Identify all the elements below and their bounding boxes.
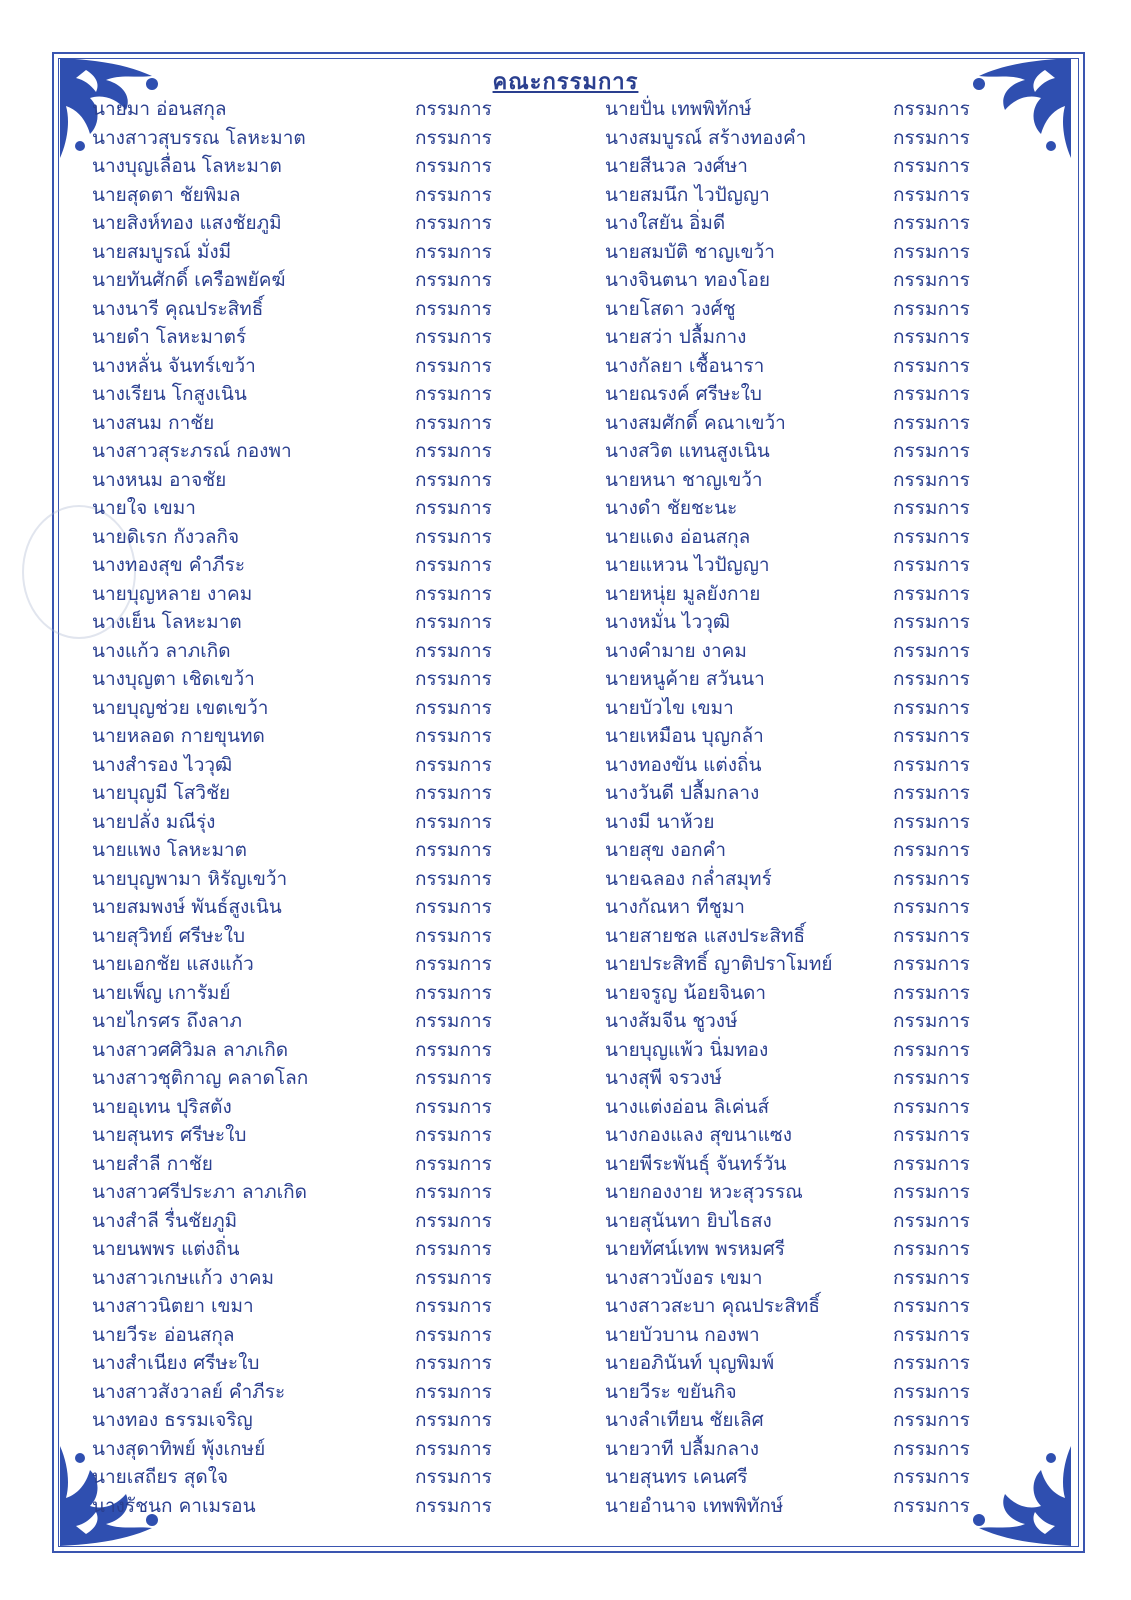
roster-row — [0, 1493, 1131, 1522]
member-role-right: กรรมการ — [893, 326, 970, 348]
roster-row — [0, 837, 1131, 866]
member-role-right: กรรมการ — [893, 411, 970, 434]
roster-row — [0, 609, 1131, 638]
member-role-left: กรรมการ — [415, 782, 492, 804]
roster-row — [0, 1436, 1131, 1465]
member-role-right: กรรมการ — [893, 668, 970, 690]
member-role-left: กรรมการ — [415, 326, 492, 348]
roster-row — [0, 153, 1131, 182]
member-name-right: นางกองแลง สุขนาแซง — [605, 1124, 792, 1146]
member-role-right: กรรมการ — [893, 753, 970, 776]
member-name-right: นายวีระ ขยันกิจ — [605, 1380, 737, 1403]
member-role-left: กรรมการ — [415, 269, 492, 291]
member-role-left: กรรมการ — [415, 383, 492, 405]
member-role-right: กรรมการ — [893, 1010, 970, 1032]
member-role-left: กรรมการ — [415, 554, 492, 576]
member-role-left: กรรมการ — [415, 981, 492, 1004]
member-role-right: กรรมการ — [893, 240, 970, 263]
member-name-left: นายสมบูรณ์ มั่งมี — [92, 240, 232, 263]
member-role-right: กรรมการ — [893, 696, 970, 719]
member-name-right: นายอำนาจ เทพพิทักษ์ — [605, 1494, 784, 1517]
member-role-left: กรรมการ — [415, 1238, 492, 1260]
member-name-right: นายบุญแพ้ว นิ่มทอง — [605, 1038, 769, 1061]
member-name-left: นางหนม อาจชัย — [92, 468, 227, 491]
member-role-right: กรรมการ — [893, 582, 970, 605]
member-name-left: นางนารี คุณประสิทธิ์ — [92, 297, 264, 320]
member-name-right: นายหนา ชาญเขว้า — [605, 468, 763, 491]
member-name-left: นายสำลี กาชัย — [92, 1152, 213, 1175]
member-name-right: นายประสิทธิ์ ญาติปราโมทย์ — [605, 953, 833, 975]
member-role-left: กรรมการ — [415, 497, 492, 519]
member-role-right: กรรมการ — [893, 924, 970, 947]
member-role-right: กรรมการ — [893, 383, 970, 405]
member-name-left: นายแพง โลหะมาต — [92, 839, 247, 861]
member-name-right: นายแหวน ไวปัญญา — [605, 554, 770, 576]
member-role-right: กรรมการ — [893, 1124, 970, 1146]
member-role-left: กรรมการ — [415, 1209, 492, 1232]
member-role-right: กรรมการ — [893, 981, 970, 1004]
member-role-left: กรรมการ — [415, 924, 492, 947]
member-role-left: กรรมการ — [415, 440, 492, 462]
member-name-right: นายกองงาย หวะสุวรรณ — [605, 1181, 803, 1203]
member-role-left: กรรมการ — [415, 1038, 492, 1061]
roster-row — [0, 1350, 1131, 1379]
member-role-left: กรรมการ — [415, 411, 492, 434]
member-role-left: กรรมการ — [415, 639, 492, 662]
roster-row — [0, 780, 1131, 809]
member-role-right: กรรมการ — [893, 1352, 970, 1374]
roster-row — [0, 1407, 1131, 1436]
roster-row — [0, 524, 1131, 553]
roster-row — [0, 666, 1131, 695]
member-name-right: นางส้มจีน ชูวงษ์ — [605, 1010, 738, 1032]
roster-row — [0, 1379, 1131, 1408]
member-role-left: กรรมการ — [415, 1124, 492, 1146]
member-name-right: นางหมั่น ไววุฒิ — [605, 611, 731, 633]
member-name-left: นายสิงห์ทอง แสงชัยภูมิ — [92, 212, 282, 234]
member-name-right: นายสายชล แสงประสิทธิ์ — [605, 924, 806, 947]
member-name-left: นางสาวชุติกาญ คลาดโลก — [92, 1067, 309, 1089]
member-name-right: นางสวิต แทนสูงเนิน — [605, 440, 770, 462]
member-name-right: นางสาวสะบา คุณประสิทธิ์ — [605, 1295, 820, 1317]
roster-row — [0, 581, 1131, 610]
member-name-left: นางสาวศศิวิมล ลาภเกิด — [92, 1038, 289, 1061]
roster-row — [0, 723, 1131, 752]
roster-row — [0, 125, 1131, 154]
member-name-left: นางสาวนิตยา เขมา — [92, 1295, 254, 1317]
roster-row — [0, 638, 1131, 667]
member-name-right: นางวันดี ปลื้มกลาง — [605, 782, 760, 804]
member-name-right: นางจินตนา ทองโอย — [605, 269, 771, 291]
member-name-right: นางกัลยา เชื้อนารา — [605, 354, 765, 377]
roster-row — [0, 1236, 1131, 1265]
member-name-left: นางสุดาทิพย์ พุ้งเกษย์ — [92, 1437, 266, 1460]
member-role-right: กรรมการ — [893, 468, 970, 491]
roster-row — [0, 894, 1131, 923]
member-name-left: นายเพ็ญ เการัมย์ — [92, 981, 231, 1004]
roster-row — [0, 866, 1131, 895]
member-name-left: นายเสถียร สุดใจ — [92, 1466, 229, 1488]
member-role-left: กรรมการ — [415, 1409, 492, 1431]
roster-row — [0, 923, 1131, 952]
member-name-right: นายสุข งอกคำ — [605, 839, 726, 861]
member-name-right: นายสีนวล วงศ์ษา — [605, 155, 748, 177]
member-name-left: นายมา อ่อนสกุล — [92, 98, 227, 120]
member-name-left: นางสำลี รื่นชัยภูมิ — [92, 1209, 238, 1232]
member-role-right: กรรมการ — [893, 1209, 970, 1232]
member-role-left: กรรมการ — [415, 1095, 492, 1118]
member-role-right: กรรมการ — [893, 98, 970, 120]
member-role-left: กรรมการ — [415, 1466, 492, 1488]
member-role-right: กรรมการ — [893, 1323, 970, 1346]
member-name-right: นายสุนทร เคนศรี — [605, 1466, 748, 1488]
member-role-left: กรรมการ — [415, 212, 492, 234]
member-name-right: นายณรงค์ ศรีษะใบ — [605, 383, 762, 405]
member-role-left: กรรมการ — [415, 1152, 492, 1175]
roster-row — [0, 182, 1131, 211]
member-role-right: กรรมการ — [893, 639, 970, 662]
member-role-right: กรรมการ — [893, 126, 970, 149]
roster-row — [0, 353, 1131, 382]
member-name-right: นางสมบูรณ์ สร้างทองคำ — [605, 126, 807, 149]
member-role-right: กรรมการ — [893, 953, 970, 975]
member-name-left: นางสนม กาชัย — [92, 411, 215, 434]
member-role-right: กรรมการ — [893, 1494, 970, 1517]
member-name-right: นางกัณหา ทีชูมา — [605, 896, 745, 918]
member-role-right: กรรมการ — [893, 1181, 970, 1203]
member-role-right: กรรมการ — [893, 1380, 970, 1403]
member-name-left: นางทอง ธรรมเจริญ — [92, 1409, 253, 1431]
member-name-right: นายบัวไข เขมา — [605, 696, 734, 719]
member-name-left: นางแก้ว ลาภเกิด — [92, 639, 231, 662]
member-role-left: กรรมการ — [415, 155, 492, 177]
member-role-left: กรรมการ — [415, 582, 492, 605]
member-name-right: นางใสยัน อิ่มดี — [605, 212, 726, 234]
member-role-right: กรรมการ — [893, 525, 970, 548]
member-role-left: กรรมการ — [415, 1010, 492, 1032]
member-name-right: นายเหมือน บุญกล้า — [605, 725, 764, 747]
roster-row — [0, 96, 1131, 125]
member-role-right: กรรมการ — [893, 155, 970, 177]
member-name-left: นายดิเรก กังวลกิจ — [92, 525, 240, 548]
roster-row — [0, 980, 1131, 1009]
member-name-left: นางสำเนียง ศรีษะใบ — [92, 1352, 260, 1374]
roster-row — [0, 438, 1131, 467]
member-name-right: นายพีระพันธุ์ จันทร์วัน — [605, 1152, 787, 1175]
member-name-right: นายอภินันท์ บุญพิมพ์ — [605, 1352, 775, 1374]
member-role-right: กรรมการ — [893, 1152, 970, 1175]
member-name-left: นายบุญมี โสวิชัย — [92, 782, 231, 804]
member-name-left: นางสาวสังวาลย์ คำภีระ — [92, 1380, 286, 1403]
member-role-right: กรรมการ — [893, 839, 970, 861]
member-role-left: กรรมการ — [415, 468, 492, 491]
member-role-right: กรรมการ — [893, 782, 970, 804]
member-name-right: นายจรูญ น้อยจินดา — [605, 981, 767, 1004]
member-role-left: กรรมการ — [415, 183, 492, 206]
member-name-left: นายสุดตา ชัยพิมล — [92, 183, 241, 206]
member-name-left: นายสุนทร ศรีษะใบ — [92, 1124, 247, 1146]
member-name-left: นางบุญเลื่อน โลหะมาต — [92, 155, 282, 177]
member-name-left: นายสุวิทย์ ศรีษะใบ — [92, 924, 246, 947]
member-role-left: กรรมการ — [415, 1181, 492, 1203]
member-name-left: นางสาวเกษแก้ว งาคม — [92, 1266, 275, 1289]
member-role-right: กรรมการ — [893, 611, 970, 633]
member-role-left: กรรมการ — [415, 1266, 492, 1289]
member-role-right: กรรมการ — [893, 1466, 970, 1488]
member-role-left: กรรมการ — [415, 240, 492, 263]
member-name-right: นางคำมาย งาคม — [605, 639, 747, 662]
member-role-right: กรรมการ — [893, 297, 970, 320]
member-name-left: นายนพพร แต่งถิ่น — [92, 1238, 240, 1260]
member-name-right: นายแดง อ่อนสกุล — [605, 525, 751, 548]
member-name-right: นางสาวบังอร เขมา — [605, 1266, 763, 1289]
member-role-right: กรรมการ — [893, 810, 970, 833]
member-role-left: กรรมการ — [415, 810, 492, 833]
member-role-right: กรรมการ — [893, 1409, 970, 1431]
roster-row — [0, 1008, 1131, 1037]
roster-row — [0, 296, 1131, 325]
roster-row — [0, 1122, 1131, 1151]
member-name-right: นางทองขัน แต่งถิ่น — [605, 753, 762, 776]
member-name-right: นายหนุ่ย มูลยังกาย — [605, 582, 761, 605]
member-name-right: นายปั่น เทพพิทักษ์ — [605, 98, 752, 120]
member-name-left: นางรัชนก คาเมรอน — [92, 1494, 256, 1517]
roster-row — [0, 1293, 1131, 1322]
member-name-left: นางทองสุข คำภีระ — [92, 554, 246, 576]
roster-row — [0, 809, 1131, 838]
member-name-right: นางดำ ชัยชะนะ — [605, 497, 738, 519]
member-name-left: นายวีระ อ่อนสกุล — [92, 1323, 235, 1346]
member-name-right: นายสว่า ปลื้มกาง — [605, 326, 747, 348]
committee-roster — [0, 96, 1131, 1521]
member-role-right: กรรมการ — [893, 354, 970, 377]
roster-row — [0, 210, 1131, 239]
roster-row — [0, 695, 1131, 724]
member-role-right: กรรมการ — [893, 1038, 970, 1061]
roster-row — [0, 267, 1131, 296]
member-role-right: กรรมการ — [893, 1238, 970, 1260]
member-name-right: นายสมบัติ ชาญเขว้า — [605, 240, 775, 263]
roster-row — [0, 1179, 1131, 1208]
member-role-left: กรรมการ — [415, 611, 492, 633]
roster-row — [0, 951, 1131, 980]
roster-row — [0, 1094, 1131, 1123]
member-role-right: กรรมการ — [893, 497, 970, 519]
member-role-right: กรรมการ — [893, 269, 970, 291]
roster-row — [0, 495, 1131, 524]
member-name-left: นางสาวสุระภรณ์ กองพา — [92, 440, 292, 462]
member-role-left: กรรมการ — [415, 297, 492, 320]
member-role-right: กรรมการ — [893, 440, 970, 462]
member-name-left: นายปลั่ง มณีรุ่ง — [92, 810, 216, 833]
roster-row — [0, 1065, 1131, 1094]
member-role-left: กรรมการ — [415, 839, 492, 861]
roster-row — [0, 467, 1131, 496]
roster-row — [0, 1464, 1131, 1493]
member-name-right: นางลำเทียน ชัยเลิศ — [605, 1409, 764, 1431]
member-name-left: นางเรียน โกสูงเนิน — [92, 383, 247, 405]
roster-row — [0, 752, 1131, 781]
member-role-right: กรรมการ — [893, 725, 970, 747]
member-role-left: กรรมการ — [415, 1323, 492, 1346]
member-name-left: นายบุญพามา หิรัญเขว้า — [92, 867, 288, 890]
member-name-right: นางมี นาห้วย — [605, 810, 715, 833]
member-role-left: กรรมการ — [415, 953, 492, 975]
roster-row — [0, 239, 1131, 268]
member-name-right: นายโสดา วงศ์ชู — [605, 297, 736, 320]
page-title: คณะกรรมการ — [492, 70, 639, 95]
roster-row — [0, 1037, 1131, 1066]
member-name-left: นายไกรศร ถึงลาภ — [92, 1010, 242, 1032]
member-role-right: กรรมการ — [893, 1067, 970, 1089]
roster-row — [0, 381, 1131, 410]
member-name-right: นายสมนึก ไวปัญญา — [605, 183, 770, 206]
member-role-right: กรรมการ — [893, 1095, 970, 1118]
member-name-left: นายหลอด กายขุนทด — [92, 725, 265, 747]
member-role-left: กรรมการ — [415, 1295, 492, 1317]
member-name-left: นายบุญช่วย เขตเขว้า — [92, 696, 269, 719]
member-role-left: กรรมการ — [415, 725, 492, 747]
member-name-right: นายหนูค้าย สวันนา — [605, 668, 765, 690]
member-role-left: กรรมการ — [415, 98, 492, 120]
member-name-left: นายบุญหลาย งาคม — [92, 582, 253, 605]
member-name-left: นายเอกชัย แสงแก้ว — [92, 953, 254, 975]
roster-row — [0, 1265, 1131, 1294]
member-role-right: กรรมการ — [893, 867, 970, 890]
member-role-left: กรรมการ — [415, 1437, 492, 1460]
member-role-right: กรรมการ — [893, 212, 970, 234]
member-role-left: กรรมการ — [415, 867, 492, 890]
member-role-right: กรรมการ — [893, 1437, 970, 1460]
member-name-right: นางแต่งอ่อน ลิเค่นส์ — [605, 1095, 770, 1118]
member-name-left: นางบุญตา เชิดเขว้า — [92, 668, 255, 690]
member-role-left: กรรมการ — [415, 126, 492, 149]
member-role-left: กรรมการ — [415, 896, 492, 918]
member-name-left: นายดำ โลหะมาตร์ — [92, 326, 247, 348]
roster-row — [0, 1208, 1131, 1237]
member-role-left: กรรมการ — [415, 525, 492, 548]
member-role-left: กรรมการ — [415, 1352, 492, 1374]
member-name-left: นางเย็น โลหะมาต — [92, 611, 242, 633]
member-name-left: นายใจ เขมา — [92, 497, 196, 519]
member-name-right: นายสุนันทา ยิบไธสง — [605, 1209, 772, 1232]
member-name-right: นายฉลอง กล่ำสมุทร์ — [605, 867, 772, 890]
member-role-right: กรรมการ — [893, 554, 970, 576]
member-name-right: นางสมศักดิ์ คณาเขว้า — [605, 411, 786, 434]
member-role-right: กรรมการ — [893, 1295, 970, 1317]
member-name-left: นางหลั่น จันทร์เขว้า — [92, 354, 256, 377]
member-name-right: นายทัศน์เทพ พรหมศรี — [605, 1238, 785, 1260]
member-name-right: นายบัวบาน กองพา — [605, 1323, 760, 1346]
member-role-right: กรรมการ — [893, 896, 970, 918]
member-name-right: นายวาที ปลื้มกลาง — [605, 1437, 760, 1460]
roster-row — [0, 1322, 1131, 1351]
member-role-left: กรรมการ — [415, 696, 492, 719]
member-role-right: กรรมการ — [893, 1266, 970, 1289]
member-role-right: กรรมการ — [893, 183, 970, 206]
member-name-left: นายอุเทน ปุริสตัง — [92, 1095, 232, 1118]
roster-row — [0, 552, 1131, 581]
roster-row — [0, 410, 1131, 439]
member-name-left: นางสาวสุบรรณ โลหะมาต — [92, 126, 306, 149]
member-role-left: กรรมการ — [415, 753, 492, 776]
member-role-left: กรรมการ — [415, 1067, 492, 1089]
member-role-left: กรรมการ — [415, 1380, 492, 1403]
member-name-left: นางสำรอง ไววุฒิ — [92, 753, 233, 776]
roster-row — [0, 1151, 1131, 1180]
member-name-left: นายทันศักดิ์ เครือพยัคฆ์ — [92, 269, 286, 291]
member-name-left: นายสมพงษ์ พันธ์สูงเนิน — [92, 896, 282, 918]
member-name-left: นางสาวศรีประภา ลาภเกิด — [92, 1181, 308, 1203]
member-role-left: กรรมการ — [415, 354, 492, 377]
member-role-left: กรรมการ — [415, 1494, 492, 1517]
member-name-right: นางสุพี จรวงษ์ — [605, 1067, 722, 1089]
roster-row — [0, 324, 1131, 353]
member-role-left: กรรมการ — [415, 668, 492, 690]
